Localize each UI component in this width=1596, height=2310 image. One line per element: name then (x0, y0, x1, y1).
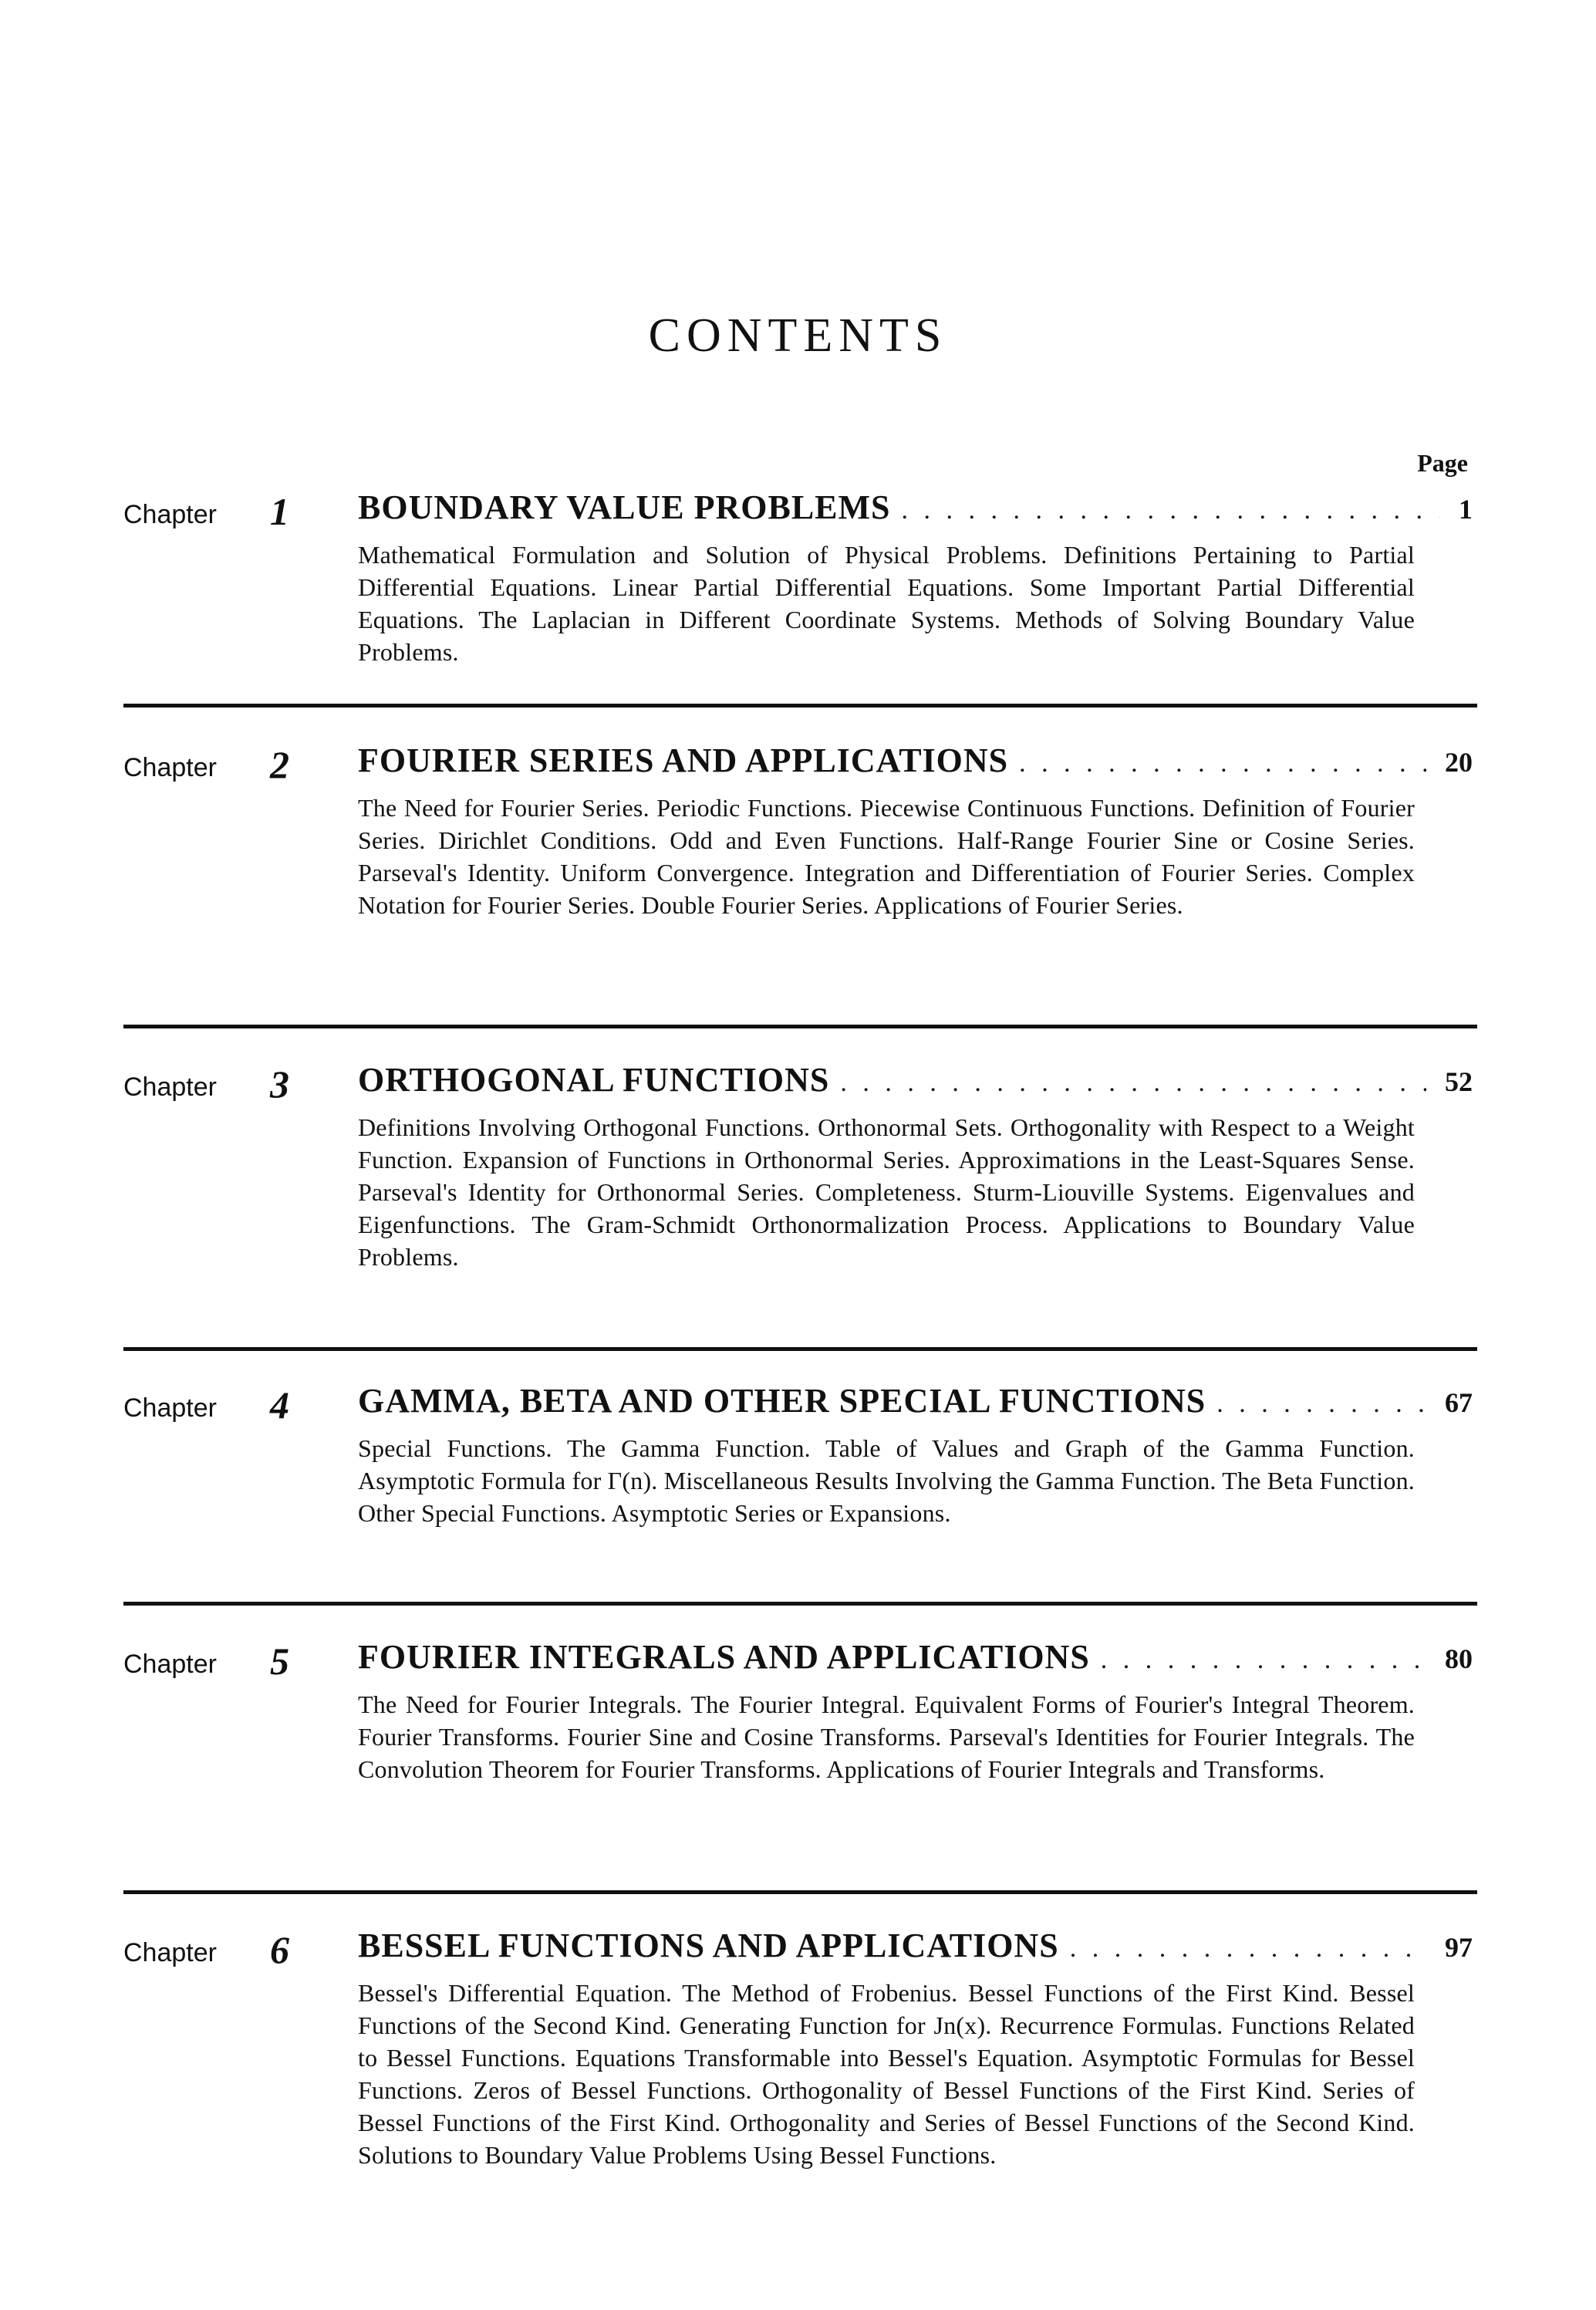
chapter-number: 5 (270, 1640, 289, 1683)
chapter-heading (358, 741, 1473, 787)
section-divider (123, 704, 1477, 708)
page-number: 20 (1445, 747, 1473, 778)
chapter-label: Chapter (123, 1650, 217, 1679)
dot-leader (1019, 749, 1426, 778)
page-column-header: Page (1417, 449, 1468, 477)
chapter-label: Chapter (123, 753, 217, 782)
dot-leader (1070, 1934, 1426, 1964)
chapter-number: 1 (270, 490, 289, 533)
chapter-number: 6 (270, 1928, 289, 1971)
page-number: 1 (1459, 494, 1473, 525)
chapter-description: Mathematical Formulation and Solution of Physical Problems. Definitions Pertaining to Partial Differential Equations. Linear Partial Differential Equations. Some Important Partial Differential Equations. The Laplacian in Different Coordinate Systems. Methods of Solving Boundary Value Problems. (358, 541, 1415, 666)
page-number: 67 (1445, 1387, 1473, 1418)
section-divider (123, 1347, 1477, 1351)
chapter-label: Chapter (123, 1393, 217, 1423)
chapter-description: Bessel's Differential Equation. The Method of Frobenius. Bessel Functions of the First Kind. Bessel Functions of the Second Kind. Generating Function for Jn(x). Recurrence Formulas. Functions Related to Bessel Functions. Equations Transformable into Bessel's Equation. Asymptotic Formulas for Bessel Functions. Zeros of Bessel Functions. Orthogonality of Bessel Functions of the First Kind. Series of Bessel Functions of the First Kind. Orthogonality and Series of Bessel Functions of the Second Kind. Solutions to Boundary Value Problems Using Bessel Functions. (358, 1979, 1415, 2169)
chapter-label: Chapter (123, 1072, 217, 1102)
chapter-number: 4 (270, 1383, 289, 1427)
chapter-title: FOURIER INTEGRALS AND APPLICATIONS (358, 1638, 1090, 1676)
page-number: 97 (1445, 1932, 1473, 1963)
page-title: CONTENTS (648, 309, 948, 362)
chapter-heading (358, 488, 1473, 534)
chapter-title: BOUNDARY VALUE PROBLEMS (358, 488, 891, 526)
chapter-title: BESSEL FUNCTIONS AND APPLICATIONS (358, 1927, 1059, 1964)
chapter-description: Special Functions. The Gamma Function. Table of Values and Graph of the Gamma Function. Asymptotic Formula for Γ(n). Miscellaneous Results Involving the Gamma Function. The Beta Function. Other Special Functions. Asymptotic Series or Expansions. (358, 1434, 1415, 1527)
chapter-heading (358, 1637, 1473, 1684)
section-divider (123, 1602, 1477, 1606)
chapter-title: FOURIER SERIES AND APPLICATIONS (358, 741, 1009, 779)
chapter-number: 2 (270, 743, 289, 786)
dot-leader (1101, 1646, 1426, 1675)
chapter-heading (358, 1060, 1473, 1106)
section-divider (123, 1025, 1477, 1028)
chapter-label: Chapter (123, 500, 217, 529)
chapter-title: GAMMA, BETA AND OTHER SPECIAL FUNCTIONS (358, 1382, 1206, 1420)
chapter-number: 3 (270, 1062, 289, 1106)
chapter-label: Chapter (123, 1938, 217, 1967)
chapter-description: The Need for Fourier Integrals. The Fourier Integral. Equivalent Forms of Fourier's Integral Theorem. Fourier Transforms. Fourier Sine and Cosine Transforms. Parseval's Identities for Fourier Integrals. The Convolution Theorem for Fourier Transforms. Applications of Fourier Integrals and Transforms. (358, 1690, 1415, 1783)
dot-leader (840, 1069, 1426, 1098)
section-divider (123, 1890, 1477, 1894)
chapter-description: The Need for Fourier Series. Periodic Functions. Piecewise Continuous Functions. Definition of Fourier Series. Dirichlet Conditions. Odd and Even Functions. Half-Range Fourier Sine or Cosine Series. Parseval's Identity. Uniform Convergence. Integration and Differentiation of Fourier Series. Complex Notation for Fourier Series. Double Fourier Series. Applications of Fourier Series. (358, 794, 1415, 919)
page-number: 80 (1445, 1643, 1473, 1674)
page-number: 52 (1445, 1066, 1473, 1097)
dot-leader (1216, 1390, 1426, 1419)
chapter-heading (358, 1926, 1473, 1972)
chapter-title: ORTHOGONAL FUNCTIONS (358, 1061, 830, 1099)
dot-leader (902, 496, 1440, 525)
chapter-description: Definitions Involving Orthogonal Functions. Orthonormal Sets. Orthogonality with Respect to a Weight Function. Expansion of Functions in Orthonormal Series. Approximations in the Least-Squares Sense. Parseval's Identity for Orthonormal Series. Completeness. Sturm-Liouville Systems. Eigenvalues and Eigenfunctions. The Gram-Schmidt Orthonormalization Process. Applications to Boundary Value Problems. (358, 1113, 1415, 1271)
chapter-heading (358, 1381, 1473, 1427)
